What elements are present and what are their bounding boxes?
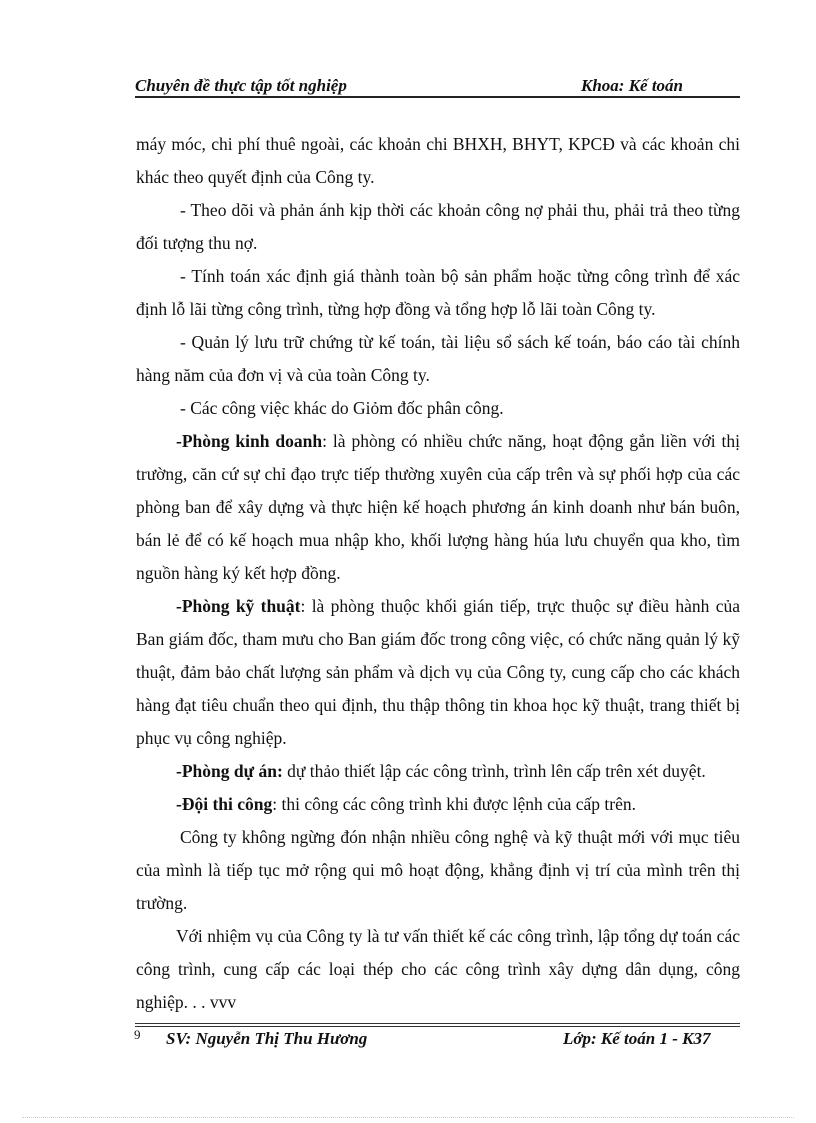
paragraph-construction-team xyxy=(136,788,740,821)
paragraph-text: - Quản lý lưu trữ chứng từ kế toán, tài liệu sổ sách kế toán, báo cáo tài chính hàng năm của đơn vị và của toàn Công ty. xyxy=(136,332,740,385)
paragraph-heading: -Phòng dự án: xyxy=(176,761,283,781)
paragraph-heading: -Phòng kỹ thuật xyxy=(176,596,301,616)
footer-divider xyxy=(135,1023,740,1024)
paragraph-text: dự thảo thiết lập các công trình, trình lên cấp trên xét duyệt. xyxy=(282,761,706,781)
header-department: Khoa: Kế toán xyxy=(581,76,684,95)
page-number: 9 xyxy=(134,1027,141,1042)
page-edge xyxy=(22,1117,794,1118)
page-header xyxy=(135,74,740,98)
paragraph-archive xyxy=(136,326,740,392)
paragraph-project-dept xyxy=(136,755,740,788)
footer-student-name: SV: Nguyễn Thị Thu Hương xyxy=(166,1029,368,1048)
paragraph-heading: -Phòng kinh doanh xyxy=(176,431,323,451)
paragraph-text: : thi công các công trình khi được lệnh của cấp trên. xyxy=(272,794,636,814)
header-title: Chuyên đề thực tập tốt nghiệp xyxy=(135,76,347,95)
paragraph-text: - Tính toán xác định giá thành toàn bộ sản phẩm hoặc từng công trình để xác định lỗ lãi từng công trình, từng hợp đồng và tổng hợp lỗ lãi toàn Công ty. xyxy=(136,266,740,319)
document-body xyxy=(136,128,740,1019)
paragraph-text: : là phòng thuộc khối gián tiếp, trực thuộc sự điều hành của Ban giám đốc, tham mưu cho Ban giám đốc trong công việc, có chức năng quản lý kỹ thuật, đảm bảo chất lượng sản phẩm và dịch vụ của Công ty, cung cấp cho các khách hàng đạt tiêu chuẩn theo qui định, thu thập thông tin khoa học kỹ thuật, trang thiết bị phục vụ công nghiệp. xyxy=(136,596,740,748)
paragraph-costs xyxy=(136,128,740,194)
paragraph-business-dept xyxy=(136,425,740,590)
paragraph-technology xyxy=(136,821,740,920)
paragraph-text: - Theo dõi và phản ánh kịp thời các khoản công nợ phải thu, phải trả theo từng đối tượng thu nợ. xyxy=(136,200,740,253)
paragraph-text: Công ty không ngừng đón nhận nhiều công nghệ và kỹ thuật mới với mục tiêu của mình là tiếp tục mở rộng qui mô hoạt động, khẳng định vị trí của mình trên thị trường. xyxy=(136,827,740,913)
paragraph-technical-dept xyxy=(136,590,740,755)
footer-divider xyxy=(135,1026,740,1027)
paragraph-heading: -Đội thi công xyxy=(176,794,273,814)
paragraph-text: Với nhiệm vụ của Công ty là tư vấn thiết kế các công trình, lập tổng dự toán các công trình, cung cấp các loại thép cho các công trình xây dựng dân dụng, công nghiệp. . . vvv xyxy=(136,926,740,1012)
paragraph-debts xyxy=(136,194,740,260)
paragraph-pricing xyxy=(136,260,740,326)
paragraph-text: - Các công việc khác do Giỏm đốc phân công. xyxy=(180,398,504,418)
paragraph-text: : là phòng có nhiều chức năng, hoạt động gắn liền với thị trường, căn cứ sự chỉ đạo trực tiếp thường xuyên của cấp trên và sự phối hợp của các phòng ban để xây dựng và thực hiện kế hoạch phương án kinh doanh như bán buôn, bán lẻ để có kế hoạch mua nhập kho, khối lượng hàng húa lưu chuyển qua kho, tìm nguồn hàng ký kết hợp đồng. xyxy=(136,431,740,583)
paragraph-other-tasks xyxy=(136,392,740,425)
paragraph-text: máy móc, chi phí thuê ngoài, các khoản chi BHXH, BHYT, KPCĐ và các khoản chi khác theo quyết định của Công ty. xyxy=(136,134,740,187)
footer-class: Lớp: Kế toán 1 - K37 xyxy=(563,1029,711,1048)
paragraph-mission xyxy=(136,920,740,1019)
